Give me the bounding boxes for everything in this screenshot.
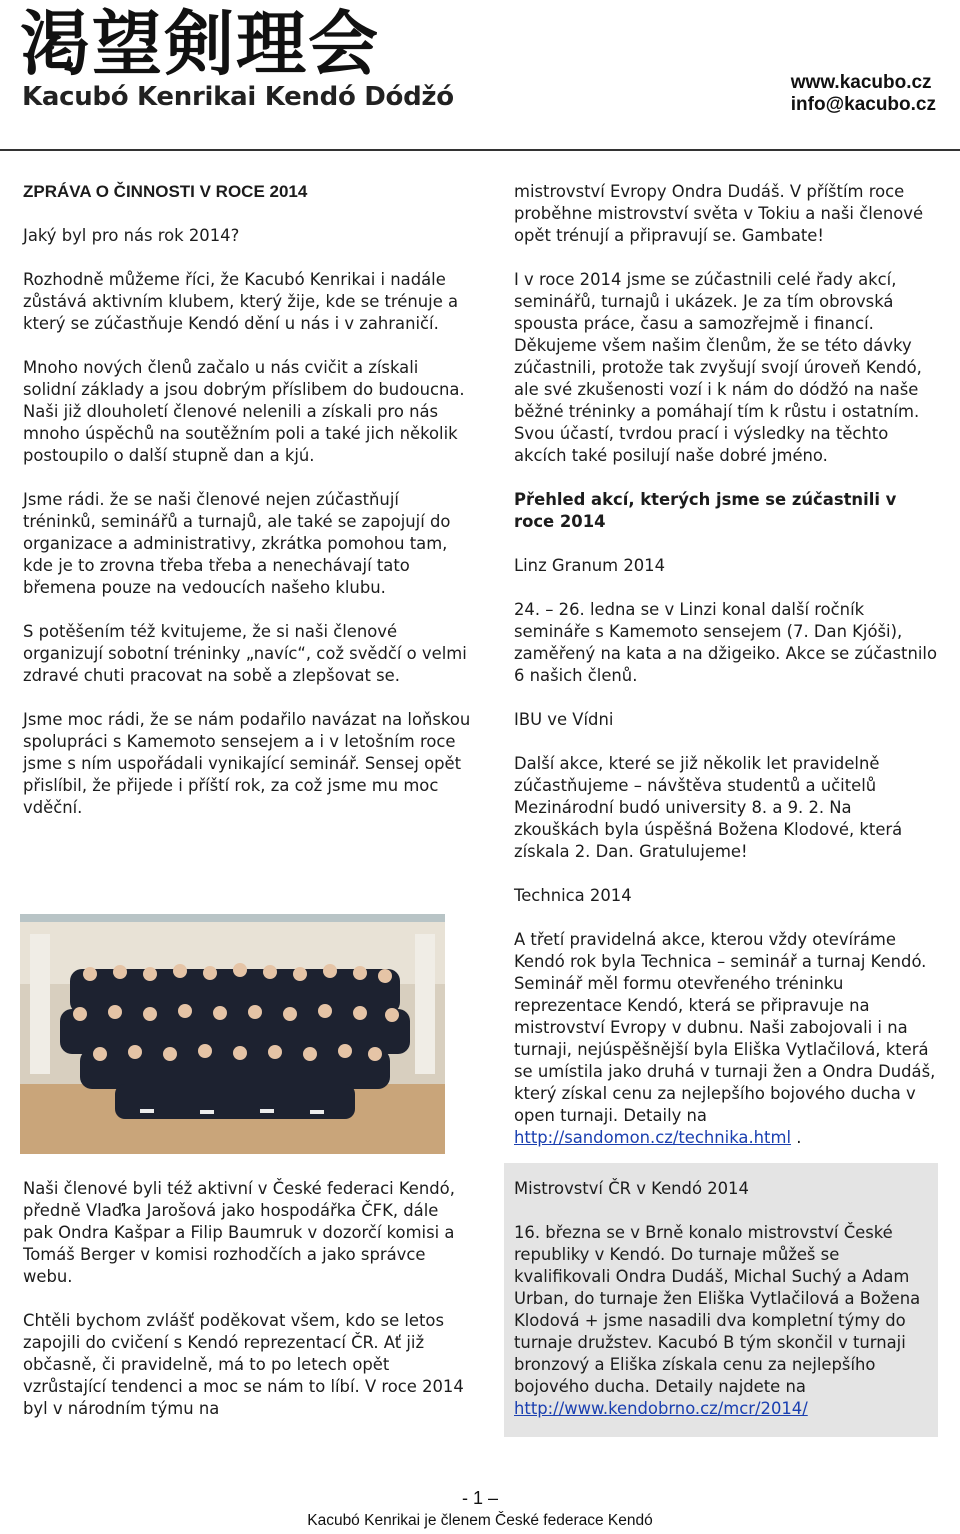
paragraph: S potěšením též kvitujeme, že si naši členové organizují sobotní tréninky „navíc“, což svědčí o velmi zdravé chuti pracovat na sobě a zlepšovat se. [23,622,467,685]
paragraph: Naši členové byli též aktivní v České federaci Kendó, předně Vlaďka Jarošová jako hospodářka ČFK, dále pak Ondra Kašpar a Filip Baumruk v dozorčí komisi a Tomáš Berger v komisi rozhodčích a jako správce webu. [23,1179,455,1286]
group-photo-image [20,914,445,1154]
paragraph: Jaký byl pro nás rok 2014? [23,226,240,245]
paragraph: Chtěli bychom zvlášť poděkovat všem, kdo se letos zapojili do cvičení s Kendó reprezentací ČR. Ať již občasně, či pravidelně, má to po letech opět vzrůstající tendenci a moc se nám to líbí. V roce 2014 byl v národním týmu na [23,1311,464,1418]
event-title: Mistrovství ČR v Kendó 2014 [514,1179,749,1198]
paragraph: mistrovství Evropy Ondra Dudáš. V příštím roce proběhne mistrovství světa v Tokiu a naši členové opět trénují a připravují se. Gambate! [514,182,924,245]
email-link[interactable]: info@kacubo.cz [790,94,936,115]
event-title: Technica 2014 [514,886,632,905]
left-column-lower [23,1178,473,1442]
section-heading: Přehled akcí, kterých jsme se zúčastnili v roce 2014 [514,490,897,531]
paragraph: Mnoho nových členů začalo u nás cvičit a získali solidní základy a jsou dobrým příslibem do budoucna. Naši již dlouholetí členové nelenili a získali pro nás mnoho úspěchů na soutěžním poli a také jich několik postoupilo o další stupně dan a kjú. [23,358,465,465]
page-number: - 1 – [461,1488,499,1508]
letterhead [0,0,960,150]
event-text [514,1222,934,1420]
event-title: IBU ve Vídni [514,710,614,729]
paragraph: Rozhodně můžeme říci, že Kacubó Kenrikai i nadále zůstává aktivním klubem, který žije, kde se trénuje a který se zúčastňuje Kendó dění u nás i v zahraničí. [23,270,459,333]
event-text-body: 16. března se v Brně konalo mistrovství České republiky v Kendó. Do turnaje můžeš se kvalifikovali Ondra Dudáš, Michal Suchý a Adam Urban, do turnaje žen Eliška Vytlačilová a Božena Klodová + jsme nasadili dva kompletní týmy do turnaje družstev. Kacubó B tým skončil v turnaji bronzový a Eliška získala cenu za nejlepšího bojového ducha. Detaily najdete na [514,1223,921,1396]
paragraph: I v roce 2014 jsme se zúčastnili celé řady akcí, seminářů, turnajů i ukázek. Je za tím obrovská spousta práce, času a samozřejmě i financí. Děkujeme všem našim členům, že se této dávky zúčastnili, protože tak zvyšují svojí úroveň Kendó, ale své zkušenosti vozí i k nám do dódžó na naše běžné tréninky a pomáhají tím k růstu i ostatním. Svou účastí, tvrdou prací i výsledky na těchto akcích také posilují naše dobré jméno. [514,270,922,465]
event-text-tail: . [791,1128,802,1147]
technica-link[interactable]: http://sandomon.cz/technika.html [514,1128,791,1147]
kendobrno-link[interactable]: http://www.kendobrno.cz/mcr/2014/ [514,1399,808,1418]
event-text [514,929,939,1149]
event-text-body: A třetí pravidelná akce, kterou vždy otevíráme Kendó rok byla Technica – seminář a turnaj Kendó. Seminář měl formu otevřeného tréninku reprezentace Kendó, která se připravuje na mistrovství Evropy v dubnu. Naši zabojovali i na turnaji, nejúspěšnější byla Eliška Vytlačilová, která se umístila jako druhá v turnaji žen a Ondra Dudáš, který získal cenu za nejlepšího bojového ducha v open turnaji. Detaily na [514,930,936,1125]
header-divider [0,149,960,151]
event-text: 24. – 26. ledna se v Linzi konal další ročník semináře s Kamemoto sensejem (7. Dan Kjóši), zaměřený na kata a na džigeiko. Akce se zúčastnilo 6 našich členů. [514,600,937,685]
group-photo [20,914,445,1154]
contact-block [791,72,936,116]
report-title: ZPRÁVA O ČINNOSTI V ROCE 2014 [23,182,308,201]
footer-text: Kacubó Kenrikai je členem České federace Kendó [307,1512,653,1529]
event-text: Další akce, které se již několik let pravidelně zúčastňujeme – návštěva studentů a učitelů Mezinárodní budó university 8. a 9. 2. Na zkouškách byla úspěšná Božena Klodové, která získala 2. Dan. Gratulujeme! [514,754,903,861]
paragraph: Jsme moc rádi, že se nám podařilo navázat na loňskou spolupráci s Kamemoto sensejem a i v letošním roce jsme s ním uspořádali vynikající seminář. Sensej opět přislíbil, že přijede i příští rok, za což jsme mu moc vděční. [23,710,471,817]
club-name: Kacubó Kenrikai Kendó Dódžó [22,82,454,112]
website-link[interactable]: www.kacubo.cz [790,72,932,93]
event-title: Linz Granum 2014 [514,556,666,575]
right-column-lower [514,1178,934,1442]
right-column [514,181,939,1171]
paragraph: Jsme rádi. že se naši členové nejen zúčastňují tréninků, seminářů a turnajů, ale také se zapojují do organizace a administrativy, zkrátka pomohou tam, kde je to zrovna třeba třeba a nenechávají tato břemena pouze na vedoucích našeho klubu. [23,490,451,597]
kanji-logo: 渇望剣理会 [20,3,380,85]
left-column [23,181,473,841]
